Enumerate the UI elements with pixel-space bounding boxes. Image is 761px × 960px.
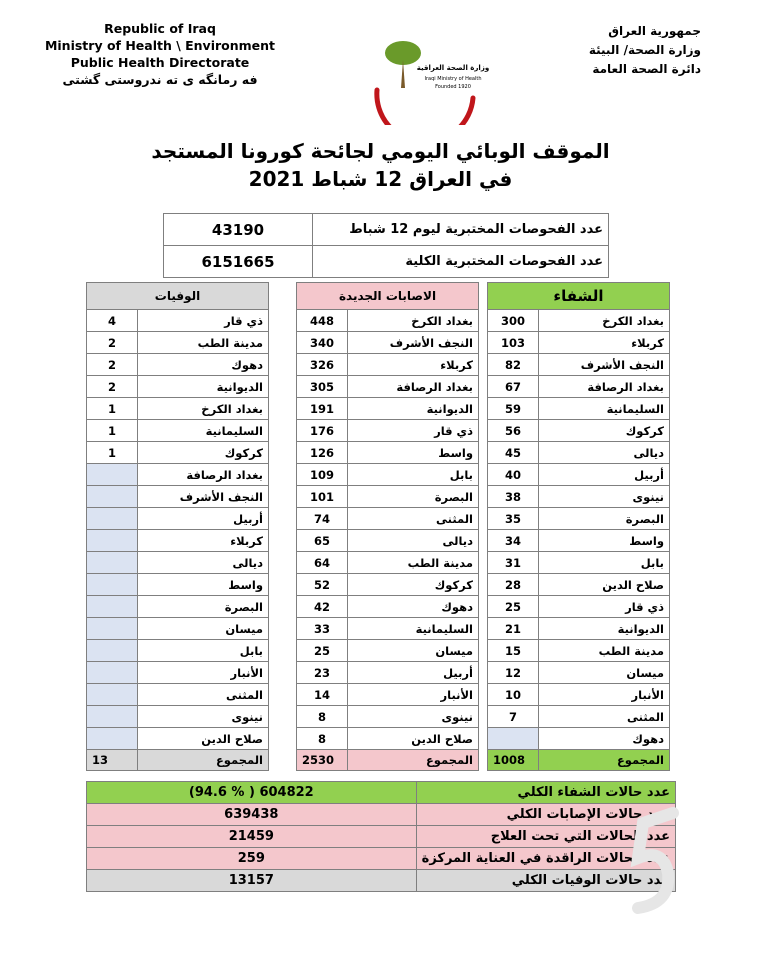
deaths-governorate: البصرة xyxy=(138,596,269,618)
cases-row xyxy=(297,574,479,596)
summary-value: 13157 xyxy=(87,870,417,892)
recovered-value: 7 xyxy=(488,706,539,728)
cases-row xyxy=(297,354,479,376)
deaths-governorate: مدينة الطب xyxy=(138,332,269,354)
cases-governorate: واسط xyxy=(348,442,479,464)
recovered-value: 82 xyxy=(488,354,539,376)
cases-row xyxy=(297,442,479,464)
deaths-value: 1 xyxy=(87,398,138,420)
cases-value: 42 xyxy=(297,596,348,618)
recovered-row xyxy=(488,662,670,684)
recovered-governorate: واسط xyxy=(539,530,670,552)
deaths-row xyxy=(87,464,269,486)
cases-total-row xyxy=(297,750,479,771)
cases-governorate: النجف الأشرف xyxy=(348,332,479,354)
recovered-governorate: مدينة الطب xyxy=(539,640,670,662)
recovered-governorate: بابل xyxy=(539,552,670,574)
deaths-value xyxy=(87,486,138,508)
recovered-value: 38 xyxy=(488,486,539,508)
cases-value: 14 xyxy=(297,684,348,706)
cases-value: 176 xyxy=(297,420,348,442)
header-english xyxy=(40,20,280,88)
deaths-value xyxy=(87,574,138,596)
cases-row xyxy=(297,728,479,750)
deaths-row xyxy=(87,376,269,398)
recovered-value: 12 xyxy=(488,662,539,684)
cases-governorate: بغداد الكرخ xyxy=(348,310,479,332)
recovered-value: 67 xyxy=(488,376,539,398)
deaths-governorate: بغداد الرصافة xyxy=(138,464,269,486)
cases-value: 109 xyxy=(297,464,348,486)
recovered-total-row xyxy=(488,750,670,771)
recovered-value: 31 xyxy=(488,552,539,574)
tests-total-value: 6151665 xyxy=(164,246,313,278)
cases-governorate: البصرة xyxy=(348,486,479,508)
deaths-governorate: بغداد الكرخ xyxy=(138,398,269,420)
summary-value: 21459 xyxy=(87,826,417,848)
summary-label: عدد حالات الإصابات الكلي xyxy=(416,804,675,826)
deaths-value xyxy=(87,618,138,640)
deaths-value xyxy=(87,728,138,750)
recovered-value: 103 xyxy=(488,332,539,354)
deaths-total-label: المجموع xyxy=(138,750,269,771)
cases-governorate: الأنبار xyxy=(348,684,479,706)
recovered-row xyxy=(488,442,670,464)
recovered-row xyxy=(488,596,670,618)
recovered-value: 21 xyxy=(488,618,539,640)
cases-row xyxy=(297,486,479,508)
deaths-value: 2 xyxy=(87,376,138,398)
recovered-row xyxy=(488,486,670,508)
cases-value: 25 xyxy=(297,640,348,662)
recovered-row xyxy=(488,552,670,574)
cases-row xyxy=(297,464,479,486)
logo-text-founded: Founded 1920 xyxy=(435,84,471,90)
recovered-value: 45 xyxy=(488,442,539,464)
cases-governorate: ذي قار xyxy=(348,420,479,442)
summary-value: 639438 xyxy=(87,804,417,826)
cases-row xyxy=(297,618,479,640)
summary-value: 259 xyxy=(87,848,417,870)
summary-row xyxy=(87,782,676,804)
summary-table xyxy=(86,781,676,892)
cases-value: 33 xyxy=(297,618,348,640)
logo-arc xyxy=(377,90,473,125)
summary-row xyxy=(87,870,676,892)
new-cases-table xyxy=(296,282,479,771)
recovered-value: 10 xyxy=(488,684,539,706)
recovered-governorate: بغداد الكرخ xyxy=(539,310,670,332)
deaths-table xyxy=(86,282,269,771)
cases-value: 191 xyxy=(297,398,348,420)
cases-governorate: ديالى xyxy=(348,530,479,552)
watermark-icon xyxy=(623,803,683,923)
summary-row xyxy=(87,848,676,870)
deaths-value xyxy=(87,640,138,662)
cases-governorate: المثنى xyxy=(348,508,479,530)
cases-governorate: صلاح الدين xyxy=(348,728,479,750)
header-ar-line: وزارة الصحة/ البيئة xyxy=(588,43,701,57)
tests-row-total xyxy=(164,246,609,278)
deaths-row xyxy=(87,728,269,750)
cases-value: 74 xyxy=(297,508,348,530)
recovered-row xyxy=(488,332,670,354)
recovered-governorate: النجف الأشرف xyxy=(539,354,670,376)
deaths-row xyxy=(87,640,269,662)
cases-value: 340 xyxy=(297,332,348,354)
deaths-row xyxy=(87,574,269,596)
recovered-row xyxy=(488,354,670,376)
recovered-value: 34 xyxy=(488,530,539,552)
deaths-governorate: كركوك xyxy=(138,442,269,464)
recovered-total-label: المجموع xyxy=(539,750,670,771)
cases-total-value: 2530 xyxy=(297,750,348,771)
cases-row xyxy=(297,310,479,332)
cases-value: 305 xyxy=(297,376,348,398)
deaths-value xyxy=(87,684,138,706)
cases-value: 101 xyxy=(297,486,348,508)
deaths-governorate: ميسان xyxy=(138,618,269,640)
deaths-row xyxy=(87,442,269,464)
tests-total-label: عدد الفحوصات المختبرية الكلية xyxy=(313,246,609,278)
deaths-value xyxy=(87,530,138,552)
recovered-governorate: ديالى xyxy=(539,442,670,464)
recovered-governorate: دهوك xyxy=(539,728,670,750)
deaths-value: 1 xyxy=(87,420,138,442)
deaths-header: الوفيات xyxy=(87,283,269,310)
recovered-governorate: المثنى xyxy=(539,706,670,728)
recovered-row xyxy=(488,398,670,420)
deaths-row xyxy=(87,354,269,376)
cases-governorate: نينوى xyxy=(348,706,479,728)
deaths-row xyxy=(87,530,269,552)
cases-row xyxy=(297,684,479,706)
header-ar-line: دائرة الصحة العامة xyxy=(592,62,701,76)
cases-row xyxy=(297,596,479,618)
deaths-governorate: بابل xyxy=(138,640,269,662)
recovered-row xyxy=(488,420,670,442)
deaths-value: 1 xyxy=(87,442,138,464)
header-en-line: Republic of Iraq xyxy=(104,21,216,36)
recovered-total-value: 1008 xyxy=(488,750,539,771)
summary-row xyxy=(87,826,676,848)
recovered-value: 15 xyxy=(488,640,539,662)
deaths-governorate: دهوك xyxy=(138,354,269,376)
deaths-value xyxy=(87,596,138,618)
deaths-row xyxy=(87,662,269,684)
cases-row xyxy=(297,420,479,442)
header-arabic xyxy=(531,22,701,79)
recovered-row xyxy=(488,640,670,662)
recovered-value xyxy=(488,728,539,750)
deaths-value xyxy=(87,706,138,728)
deaths-row xyxy=(87,332,269,354)
cases-row xyxy=(297,398,479,420)
cases-total-label: المجموع xyxy=(348,750,479,771)
cases-governorate: السليمانية xyxy=(348,618,479,640)
recovered-value: 56 xyxy=(488,420,539,442)
deaths-governorate: ذي قار xyxy=(138,310,269,332)
cases-row xyxy=(297,640,479,662)
recovered-governorate: نينوى xyxy=(539,486,670,508)
cases-governorate: الديوانية xyxy=(348,398,479,420)
recovered-governorate: صلاح الدين xyxy=(539,574,670,596)
deaths-value xyxy=(87,508,138,530)
recovered-row xyxy=(488,530,670,552)
cases-value: 126 xyxy=(297,442,348,464)
recovered-row xyxy=(488,508,670,530)
cases-row xyxy=(297,552,479,574)
deaths-row xyxy=(87,310,269,332)
tests-daily-label: عدد الفحوصات المختبرية ليوم 12 شباط xyxy=(313,214,609,246)
header-kurdish-line: فه رمانگه ى ته ندروستى گشتى xyxy=(62,72,258,87)
recovered-value: 25 xyxy=(488,596,539,618)
deaths-row xyxy=(87,596,269,618)
recovered-value: 40 xyxy=(488,464,539,486)
recovered-row xyxy=(488,574,670,596)
deaths-total-row xyxy=(87,750,269,771)
cases-governorate: كربلاء xyxy=(348,354,479,376)
recovered-row xyxy=(488,376,670,398)
deaths-row xyxy=(87,684,269,706)
cases-row xyxy=(297,662,479,684)
deaths-row xyxy=(87,618,269,640)
cases-governorate: دهوك xyxy=(348,596,479,618)
recovered-header: الشفاء xyxy=(488,283,670,310)
deaths-value xyxy=(87,662,138,684)
recovered-row xyxy=(488,310,670,332)
deaths-row xyxy=(87,420,269,442)
recovered-governorate: الأنبار xyxy=(539,684,670,706)
cases-value: 326 xyxy=(297,354,348,376)
cases-row xyxy=(297,530,479,552)
deaths-governorate: كربلاء xyxy=(138,530,269,552)
cases-value: 8 xyxy=(297,728,348,750)
cases-value: 65 xyxy=(297,530,348,552)
cases-value: 448 xyxy=(297,310,348,332)
header-en-line: Ministry of Health \ Environment xyxy=(44,38,276,53)
recovered-value: 28 xyxy=(488,574,539,596)
title-line-1: الموقف الوبائي اليومي لجائحة كورونا المستجد xyxy=(151,139,610,163)
cases-governorate: بابل xyxy=(348,464,479,486)
recovered-row xyxy=(488,684,670,706)
recovered-value: 300 xyxy=(488,310,539,332)
deaths-value: 2 xyxy=(87,332,138,354)
cases-governorate: بغداد الرصافة xyxy=(348,376,479,398)
deaths-governorate: صلاح الدين xyxy=(138,728,269,750)
cases-governorate: كركوك xyxy=(348,574,479,596)
deaths-governorate: المثنى xyxy=(138,684,269,706)
deaths-row xyxy=(87,706,269,728)
summary-label: عدد حالات الشفاء الكلي xyxy=(416,782,675,804)
deaths-governorate: الديوانية xyxy=(138,376,269,398)
deaths-total-value: 13 xyxy=(87,750,138,771)
tests-daily-value: 43190 xyxy=(164,214,313,246)
summary-label: عدد حالات الوفيات الكلي xyxy=(416,870,675,892)
deaths-row xyxy=(87,508,269,530)
logo-text-en: Iraqi Ministry of Health xyxy=(424,76,482,82)
logo-text-ar: وزارة الصحة العراقية xyxy=(416,64,490,72)
title-line-2: في العراق 12 شباط 2021 xyxy=(248,167,513,191)
recovered-governorate: ميسان xyxy=(539,662,670,684)
cases-row xyxy=(297,332,479,354)
recovered-row xyxy=(488,464,670,486)
recovered-governorate: كركوك xyxy=(539,420,670,442)
recovered-governorate: الديوانية xyxy=(539,618,670,640)
ministry-logo xyxy=(355,20,495,125)
recovered-governorate: بغداد الرصافة xyxy=(539,376,670,398)
header-ar-line: جمهورية العراق xyxy=(608,24,701,38)
cases-value: 52 xyxy=(297,574,348,596)
lab-tests-table xyxy=(163,213,609,278)
summary-label: عدد الحالات الراقدة في العناية المركزة xyxy=(416,848,675,870)
deaths-value xyxy=(87,464,138,486)
deaths-governorate: النجف الأشرف xyxy=(138,486,269,508)
summary-value: (94.6 % ) 604822 xyxy=(87,782,417,804)
deaths-governorate: نينوى xyxy=(138,706,269,728)
recovered-row xyxy=(488,728,670,750)
recovered-governorate: السليمانية xyxy=(539,398,670,420)
recovered-value: 35 xyxy=(488,508,539,530)
recovered-value: 59 xyxy=(488,398,539,420)
cases-governorate: مدينة الطب xyxy=(348,552,479,574)
cases-governorate: ميسان xyxy=(348,640,479,662)
deaths-governorate: الأنبار xyxy=(138,662,269,684)
cases-value: 8 xyxy=(297,706,348,728)
report-title xyxy=(0,138,761,194)
recovered-row xyxy=(488,706,670,728)
deaths-row xyxy=(87,552,269,574)
summary-label: عدد الحالات التي تحت العلاج xyxy=(416,826,675,848)
recovered-governorate: أربيل xyxy=(539,464,670,486)
header-en-line: Public Health Directorate xyxy=(70,55,250,70)
cases-value: 64 xyxy=(297,552,348,574)
deaths-value: 2 xyxy=(87,354,138,376)
cases-header: الاصابات الجديدة xyxy=(297,283,479,310)
deaths-row xyxy=(87,486,269,508)
recovered-governorate: ذي قار xyxy=(539,596,670,618)
deaths-row xyxy=(87,398,269,420)
deaths-governorate: أربيل xyxy=(138,508,269,530)
cases-governorate: أربيل xyxy=(348,662,479,684)
deaths-governorate: ديالى xyxy=(138,552,269,574)
deaths-value xyxy=(87,552,138,574)
recovered-governorate: كربلاء xyxy=(539,332,670,354)
summary-row xyxy=(87,804,676,826)
recovered-table xyxy=(487,282,670,771)
deaths-governorate: واسط xyxy=(138,574,269,596)
cases-row xyxy=(297,508,479,530)
deaths-governorate: السليمانية xyxy=(138,420,269,442)
deaths-value: 4 xyxy=(87,310,138,332)
cases-row xyxy=(297,706,479,728)
cases-row xyxy=(297,376,479,398)
recovered-governorate: البصرة xyxy=(539,508,670,530)
recovered-row xyxy=(488,618,670,640)
cases-value: 23 xyxy=(297,662,348,684)
tests-row-daily xyxy=(164,214,609,246)
